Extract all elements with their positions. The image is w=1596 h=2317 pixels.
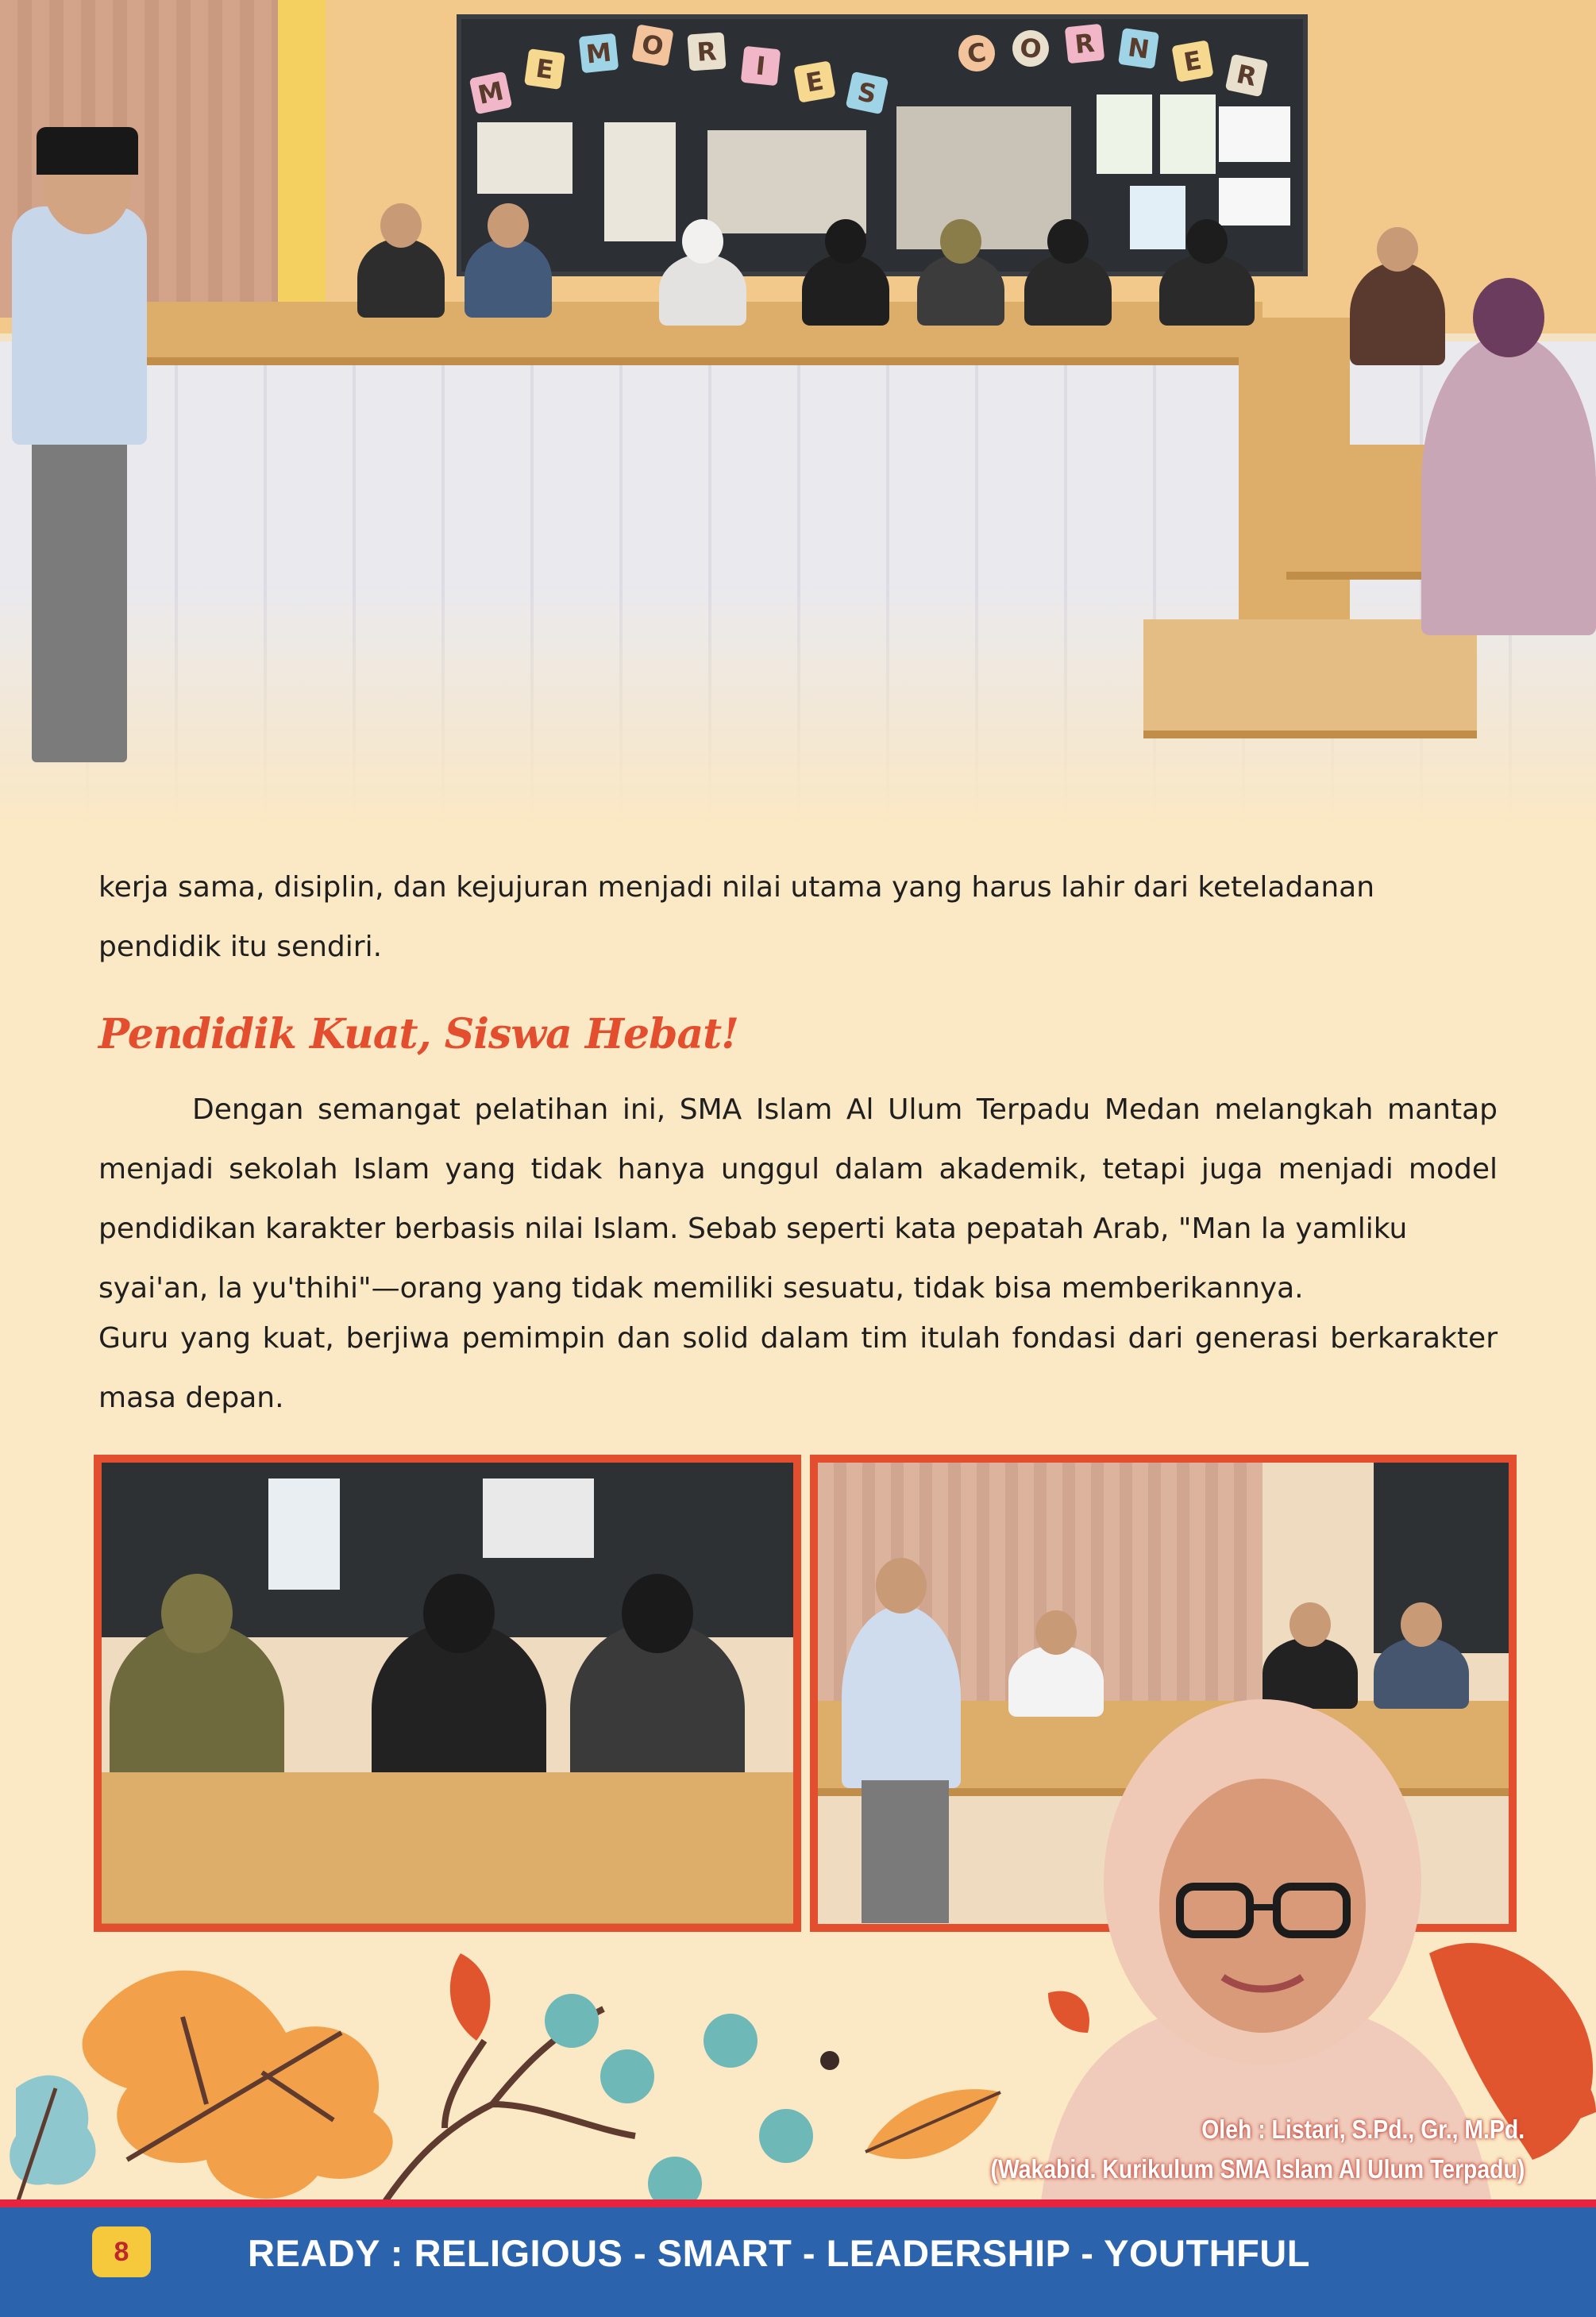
memories-corner-board: [457, 14, 1308, 276]
paragraph-line: Dengan semangat pelatihan ini, SMA Islam Al Ulum Terpadu Medan melangkah mantap: [192, 1093, 1498, 1126]
board-letter: R: [687, 32, 726, 71]
classroom-floor: [0, 341, 1596, 826]
footer-stripe: [0, 2199, 1596, 2207]
participant: [1159, 254, 1255, 326]
board-letter: E: [793, 60, 835, 102]
paragraph-intro: kerja sama, disiplin, dan kejujuran menjadi nilai utama yang harus lahir dari keteladanan pendidik itu sendiri.: [98, 871, 1375, 963]
participant: [917, 254, 1004, 326]
board-letter: R: [1065, 24, 1105, 64]
author-role: (Wakabid. Kurikulum SMA Islam Al Ulum Terpadu): [990, 2154, 1525, 2184]
participant: [1421, 333, 1596, 635]
board-letter: O: [1011, 29, 1051, 69]
board-letter: M: [579, 33, 619, 74]
footer-motto: READY : RELIGIOUS - SMART - LEADERSHIP - YOUTHFUL: [248, 2232, 1310, 2274]
board-letter: C: [956, 33, 997, 74]
participant: [1263, 1637, 1358, 1709]
peci-cap: [37, 127, 138, 175]
paragraph-line: menjadi sekolah Islam yang tidak hanya unggul dalam akademik, tetapi juga menjadi model: [98, 1153, 1498, 1185]
participant: [1374, 1637, 1469, 1709]
board-letter: O: [631, 24, 673, 66]
section-heading: Pendidik Kuat, Siswa Hebat!: [98, 1010, 738, 1058]
board-letter: S: [846, 71, 889, 115]
paragraph-line: pendidikan karakter berbasis nilai Islam. Sebab seperti kata pepatah Arab, "Man la yamliku: [98, 1212, 1408, 1245]
participant: [357, 238, 445, 318]
board-letter: M: [469, 71, 513, 115]
paragraph-closing: Guru yang kuat, berjiwa pemimpin dan solid dalam tim itulah fondasi dari generasi berkarakter masa depan.: [98, 1322, 1498, 1414]
photo-discussion-group: [94, 1455, 801, 1932]
speaker: [842, 1606, 961, 1788]
participant: [570, 1621, 745, 1796]
board-letter: E: [524, 48, 565, 90]
page-number: 8: [92, 2226, 151, 2277]
board-letter: I: [741, 46, 781, 87]
board-letter: E: [1171, 40, 1213, 82]
board-letter: N: [1118, 28, 1159, 69]
hero-photo: [0, 0, 1596, 826]
speaker: [32, 429, 127, 762]
participant: [1024, 254, 1112, 326]
board-letter: R: [1225, 54, 1269, 98]
participant: [659, 254, 746, 326]
participant: [1350, 262, 1445, 365]
author-name: Oleh : Listari, S.Pd., Gr., M.Pd.: [1201, 2115, 1525, 2144]
participant: [802, 254, 889, 326]
participant: [372, 1621, 546, 1796]
paragraph-main: [98, 1080, 1498, 1318]
participant: [110, 1621, 284, 1796]
participant: [465, 238, 552, 318]
paragraph-line: syai'an, la yu'thihi"—orang yang tidak memiliki sesuatu, tidak bisa memberikannya.: [98, 1272, 1304, 1305]
